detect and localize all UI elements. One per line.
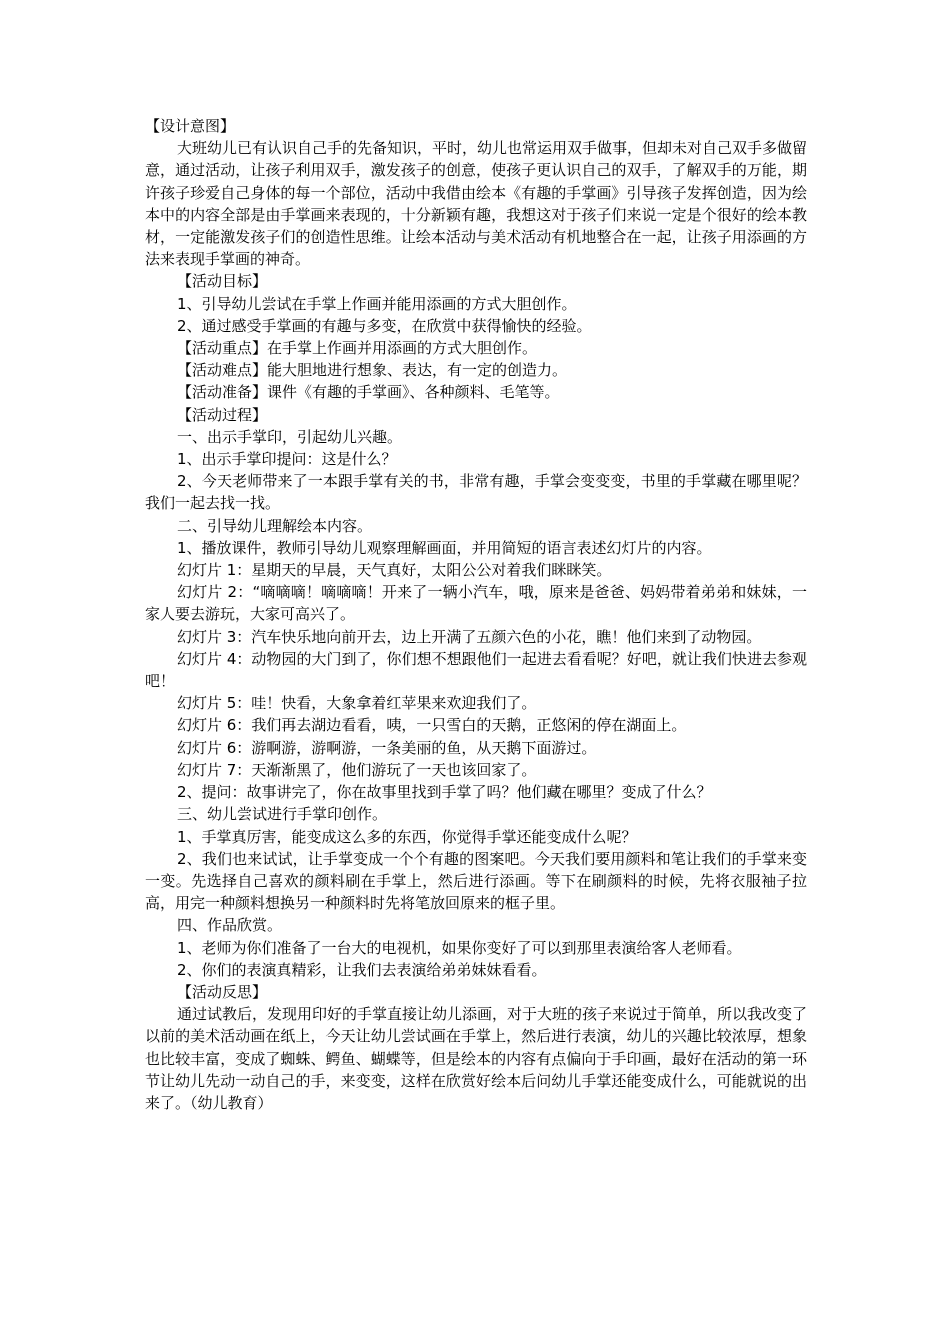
section-heading-goals: 【活动目标】 [177,272,268,291]
preparation: 【活动准备】课件《有趣的手掌画》、各种颜料、毛笔等。 [177,383,560,402]
slide-description: 幻灯片 3：汽车快乐地向前开去，边上开满了五颜六色的小花，瞧！他们来到了动物园。 [177,627,762,646]
slide-description: 幻灯片 1：星期天的早晨，天气真好，太阳公公对着我们眯眯笑。 [177,561,612,580]
goal-item: 2、通过感受手掌画的有趣与多变，在欣赏中获得愉快的经验。 [177,316,592,335]
process-item: 2、我们也来试试，让手掌变成一个个有趣的图案吧。今天我们要用颜料和笔让我们的手掌来变一变。先选择自己喜欢的颜料刷在手掌上，然后进行添画。等下在刷颜料的时候，先将衣服袖子拉高，用完一种颜料想换另一种颜料时先将笔放回原来的框子里。 [145,849,807,913]
goal-item: 1、引导幼儿尝试在手掌上作画并能用添画的方式大胆创作。 [177,294,577,313]
process-item: 1、手掌真厉害，能变成这么多的东西，你觉得手掌还能变成什么呢？ [177,827,637,846]
process-item: 1、老师为你们准备了一台大的电视机，如果你变好了可以到那里表演给客人老师看。 [177,938,742,957]
process-item: 1、播放课件，教师引导幼儿观察理解画面，并用简短的语言表述幻灯片的内容。 [177,538,712,557]
process-item: 1、出示手掌印提问：这是什么？ [177,450,397,469]
section-heading-design-intent: 【设计意图】 [145,117,236,135]
paragraph-design-intent: 大班幼儿已有认识自己手的先备知识，平时，幼儿也常运用双手做事，但却未对自己双手多做留意，通过活动，让孩子利用双手，激发孩子的创意，使孩子更认识自己的双手，了解双手的万能，期许孩子珍爱自己身体的每一个部位，活动中我借由绘本《有趣的手掌画》引导孩子发挥创造，因为绘本中的内容全部是由手掌画来表现的，十分新颖有趣，我想这对于孩子们来说一定是个很好的绘本教材，一定能激发孩子们的创造性思维。让绘本活动与美术活动有机地整合在一起，让孩子用添画的方法来表现手掌画的神奇。 [145,139,808,269]
section-heading-process: 【活动过程】 [177,405,268,424]
process-step-heading: 一、出示手掌印，引起幼儿兴趣。 [177,427,403,446]
process-step-heading: 四、作品欣赏。 [177,916,283,935]
slide-description: 幻灯片 7：天渐渐黑了，他们游玩了一天也该回家了。 [177,760,537,779]
process-step-heading: 三、幼儿尝试进行手掌印创作。 [177,805,388,824]
slide-description: 幻灯片 4：动物园的大门到了，你们想不想跟他们一起进去看看呢？好吧，就让我们快进去参观吧！ [145,649,807,691]
difficult-point: 【活动难点】能大胆地进行想象、表达，有一定的创造力。 [177,361,568,380]
key-point: 【活动重点】在手掌上作画并用添画的方式大胆创作。 [177,339,538,358]
process-item: 2、今天老师带来了一本跟手掌有关的书，非常有趣，手掌会变变变，书里的手掌藏在哪里呢？我们一起去找一找。 [145,472,807,513]
process-step-heading: 二、引导幼儿理解绘本内容。 [177,516,373,535]
document-page [145,115,807,1114]
process-item: 2、提问：故事讲完了，你在故事里找到手掌了吗？他们藏在哪里？变成了什么？ [177,783,712,802]
slide-description: 幻灯片 2：“嘀嘀嘀！嘀嘀嘀！开来了一辆小汽车，哦，原来是爸爸、妈妈带着弟弟和妹妹，一家人要去游玩，大家可高兴了。 [145,583,807,624]
slide-description: 幻灯片 6：游啊游，游啊游，一条美丽的鱼，从天鹅下面游过。 [177,738,597,757]
slide-description: 幻灯片 5：哇！快看，大象拿着红苹果来欢迎我们了。 [177,694,537,713]
process-item: 2、你们的表演真精彩，让我们去表演给弟弟妹妹看看。 [177,960,547,979]
section-heading-reflection: 【活动反思】 [177,982,268,1001]
slide-description: 幻灯片 6：我们再去湖边看看，咦，一只雪白的天鹅，正悠闲的停在湖面上。 [177,716,687,735]
paragraph-reflection: 通过试教后，发现用印好的手掌直接让幼儿添画，对于大班的孩子来说过于简单，所以我改变了以前的美术活动画在纸上，今天让幼儿尝试画在手掌上，然后进行表演，幼儿的兴趣比较浓厚，想象也比较丰富，变成了蜘蛛、鳄鱼、蝴蝶等，但是绘本的内容有点偏向于手印画，最好在活动的第一环节让幼儿先动一动自己的手，来变变，这样在欣赏好绘本后问幼儿手掌还能变成什么，可能就说的出来了。（幼儿教育） [145,1005,808,1112]
